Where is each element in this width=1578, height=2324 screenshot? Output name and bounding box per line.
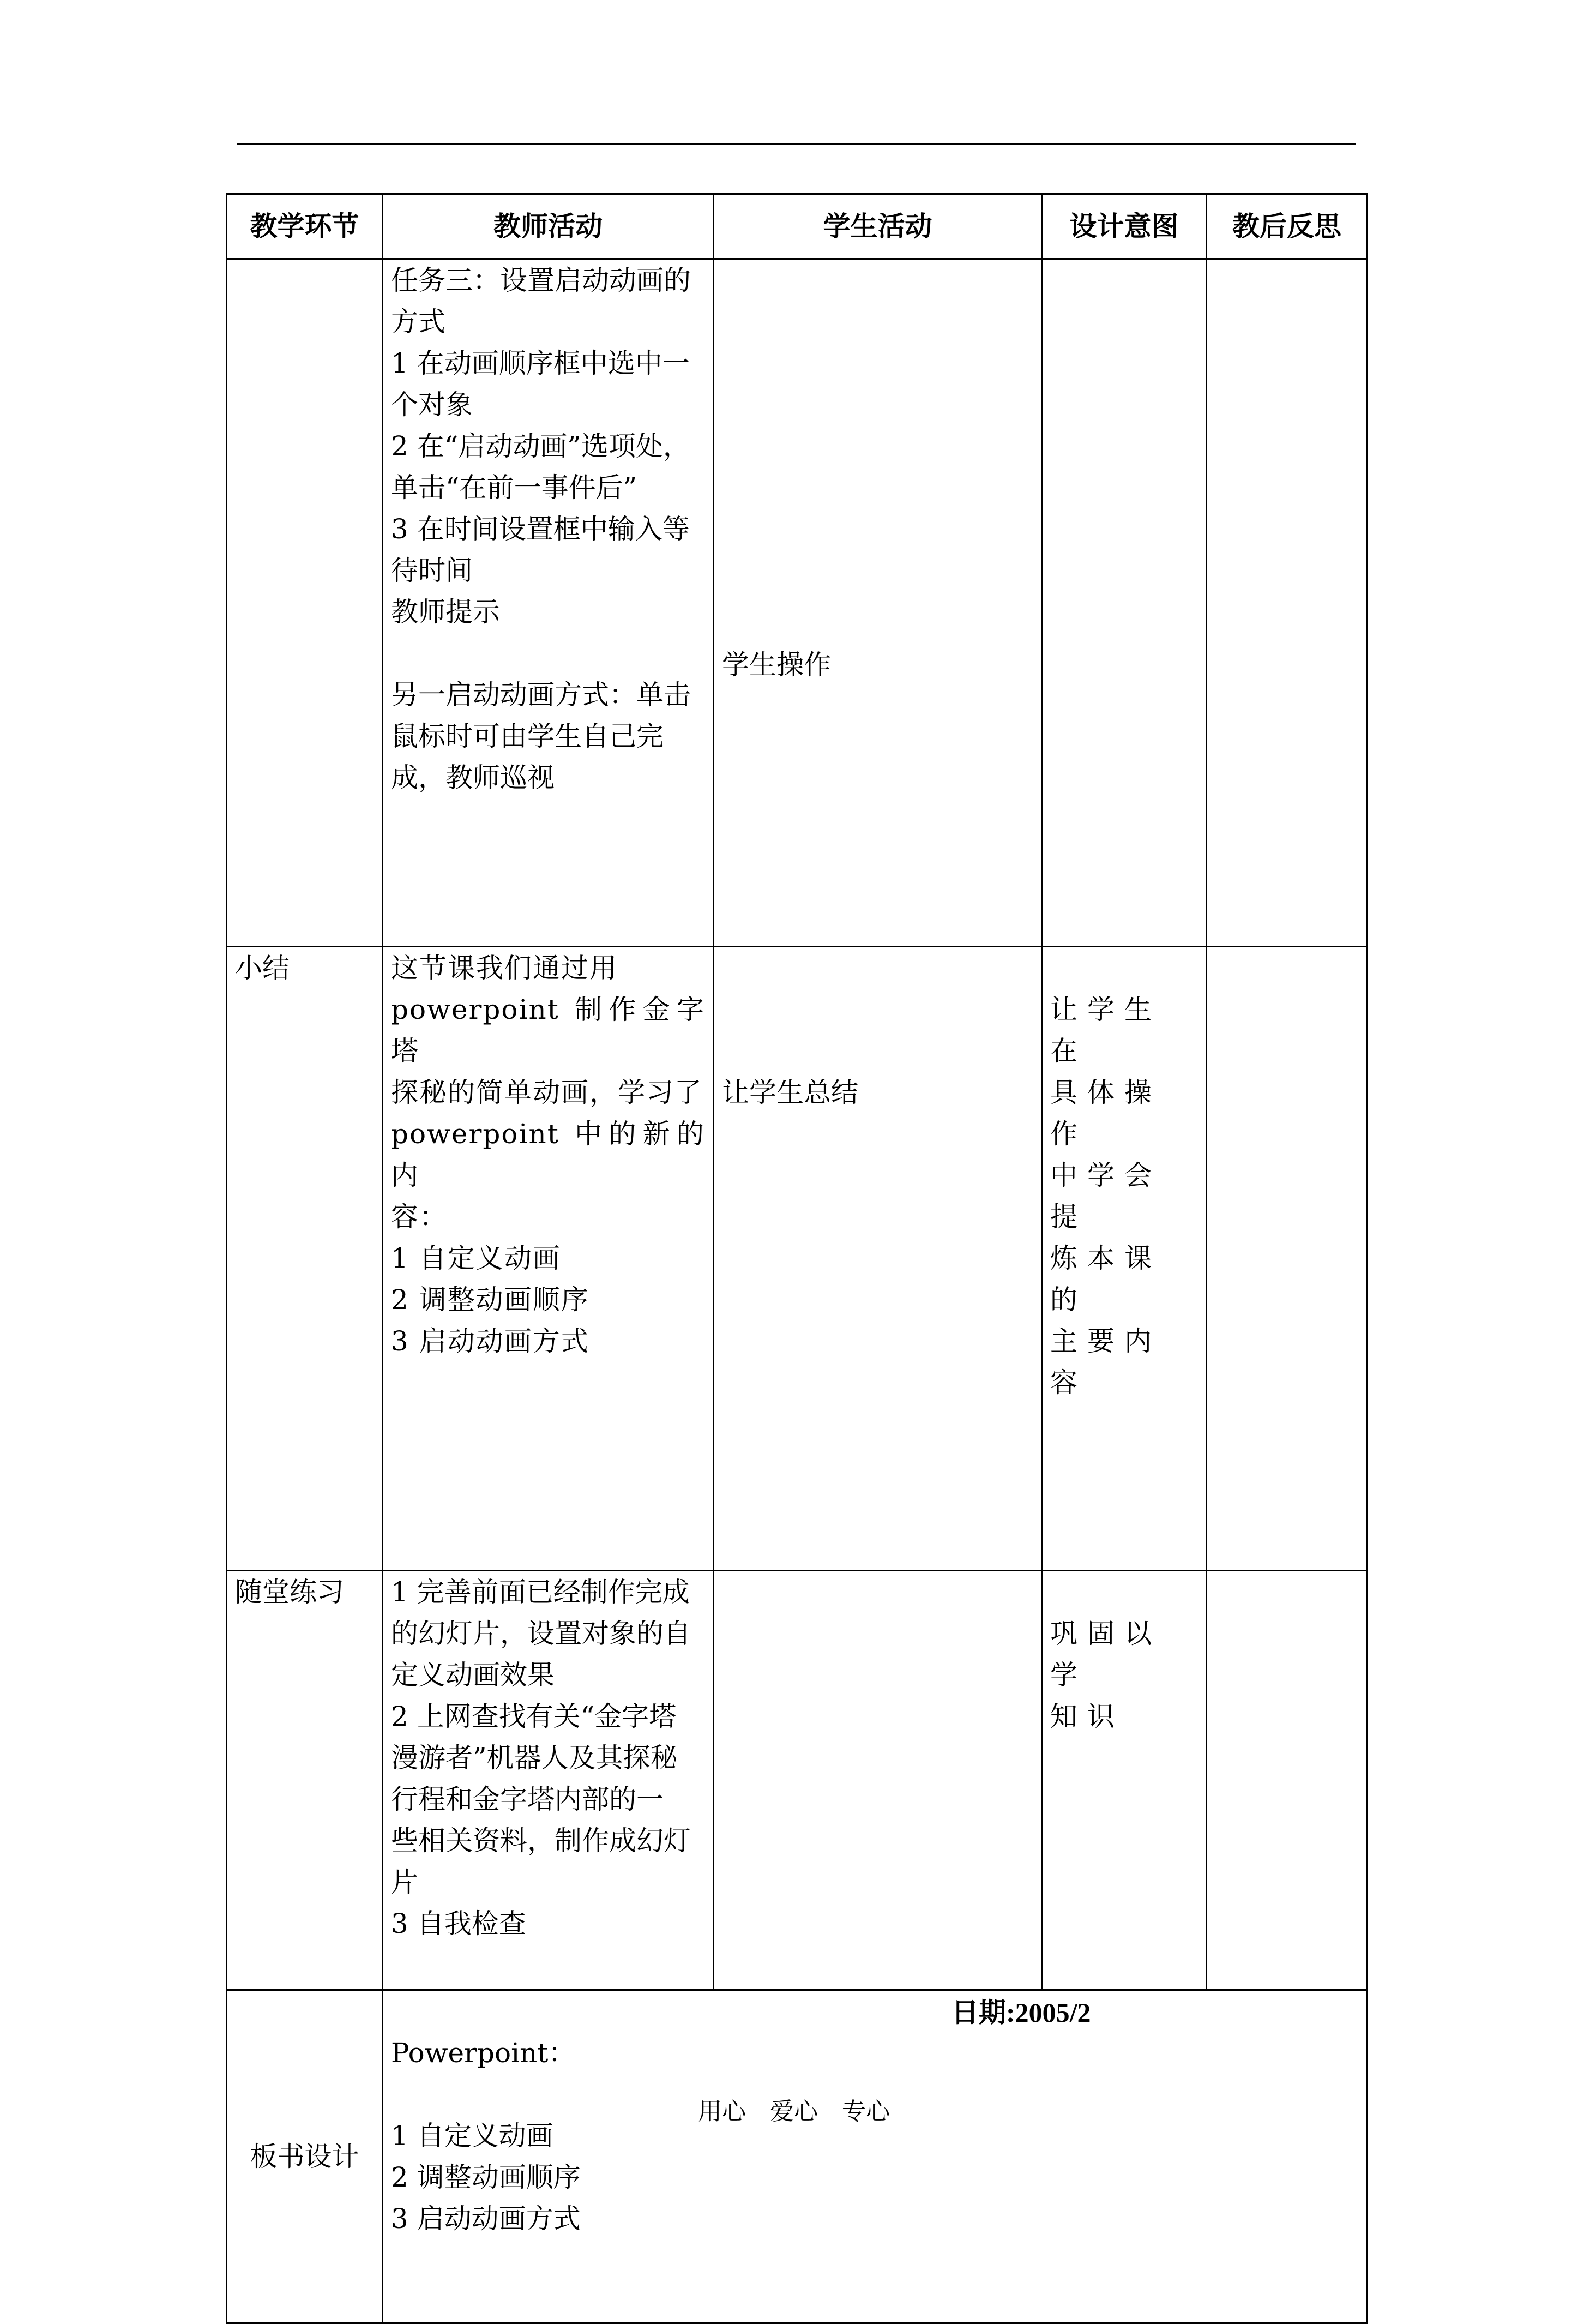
header-design-intent: 设计意图 [1042,194,1207,259]
page-footer: 用心 爱心 专心 [698,2098,890,2125]
table-header-row [227,194,1368,259]
table-row [227,259,1368,947]
row2-student-activity: 让学生总结 [714,947,1042,1571]
row3-teacher-activity: 1 完善前面已经制作完成 的幻灯片，设置对象的自 定义动画效果 2 上网查找有关“金字塔 漫游者”机器人及其探秘 行程和金字塔内部的一 些相关资料，制作成幻灯 片 3 自我检查 [383,1571,714,1990]
date-label: 日期:2005/2 [951,1997,1091,2028]
header-student-activity: 学生活动 [714,194,1042,259]
row2-teacher-activity: 这节课我们通过用 powerpoint 制作金字塔 探秘的简单动画，学习了 powerpoint 中的新的内 容： 1 自定义动画 2 调整动画顺序 3 启动动画方式 [383,947,714,1571]
board-design-label: 板书设计 [227,1990,383,2323]
row2-reflection [1207,947,1368,1571]
row1-stage [227,259,383,947]
board-design-row [227,1990,1368,2323]
row1-design-intent [1042,259,1207,947]
header-stage: 教学环节 [227,194,383,259]
row2-stage: 小结 [227,947,383,1571]
row3-reflection [1207,1571,1368,1990]
row2-design-intent: 让学生在 具体操作 中学会提 炼本课的 主要内容 [1042,947,1207,1571]
row3-student-activity [714,1571,1042,1990]
row3-design-intent: 巩固以学 知识 [1042,1571,1207,1990]
row1-teacher-activity: 任务三：设置启动动画的 方式 1 在动画顺序框中选中一 个对象 2 在“启动动画”选项处， 单击“在前一事件后” 3 在时间设置框中输入等 待时间 教师提示 另一启动动画方式：单击 鼠标时可由学生自己完 成，教师巡视 [383,259,714,947]
board-design-content: Powerpoint： 1 自定义动画 2 调整动画顺序 3 启动动画方式 [383,1990,1368,2323]
table-row [227,1571,1368,1990]
row3-stage: 随堂练习 [227,1571,383,1990]
lesson-plan-table [226,193,1368,2324]
header-teacher-activity: 教师活动 [383,194,714,259]
row1-reflection [1207,259,1368,947]
row1-student-activity: 学生操作 [714,259,1042,947]
table-row [227,947,1368,1571]
header-rule [237,143,1356,145]
header-reflection: 教后反思 [1207,194,1368,259]
